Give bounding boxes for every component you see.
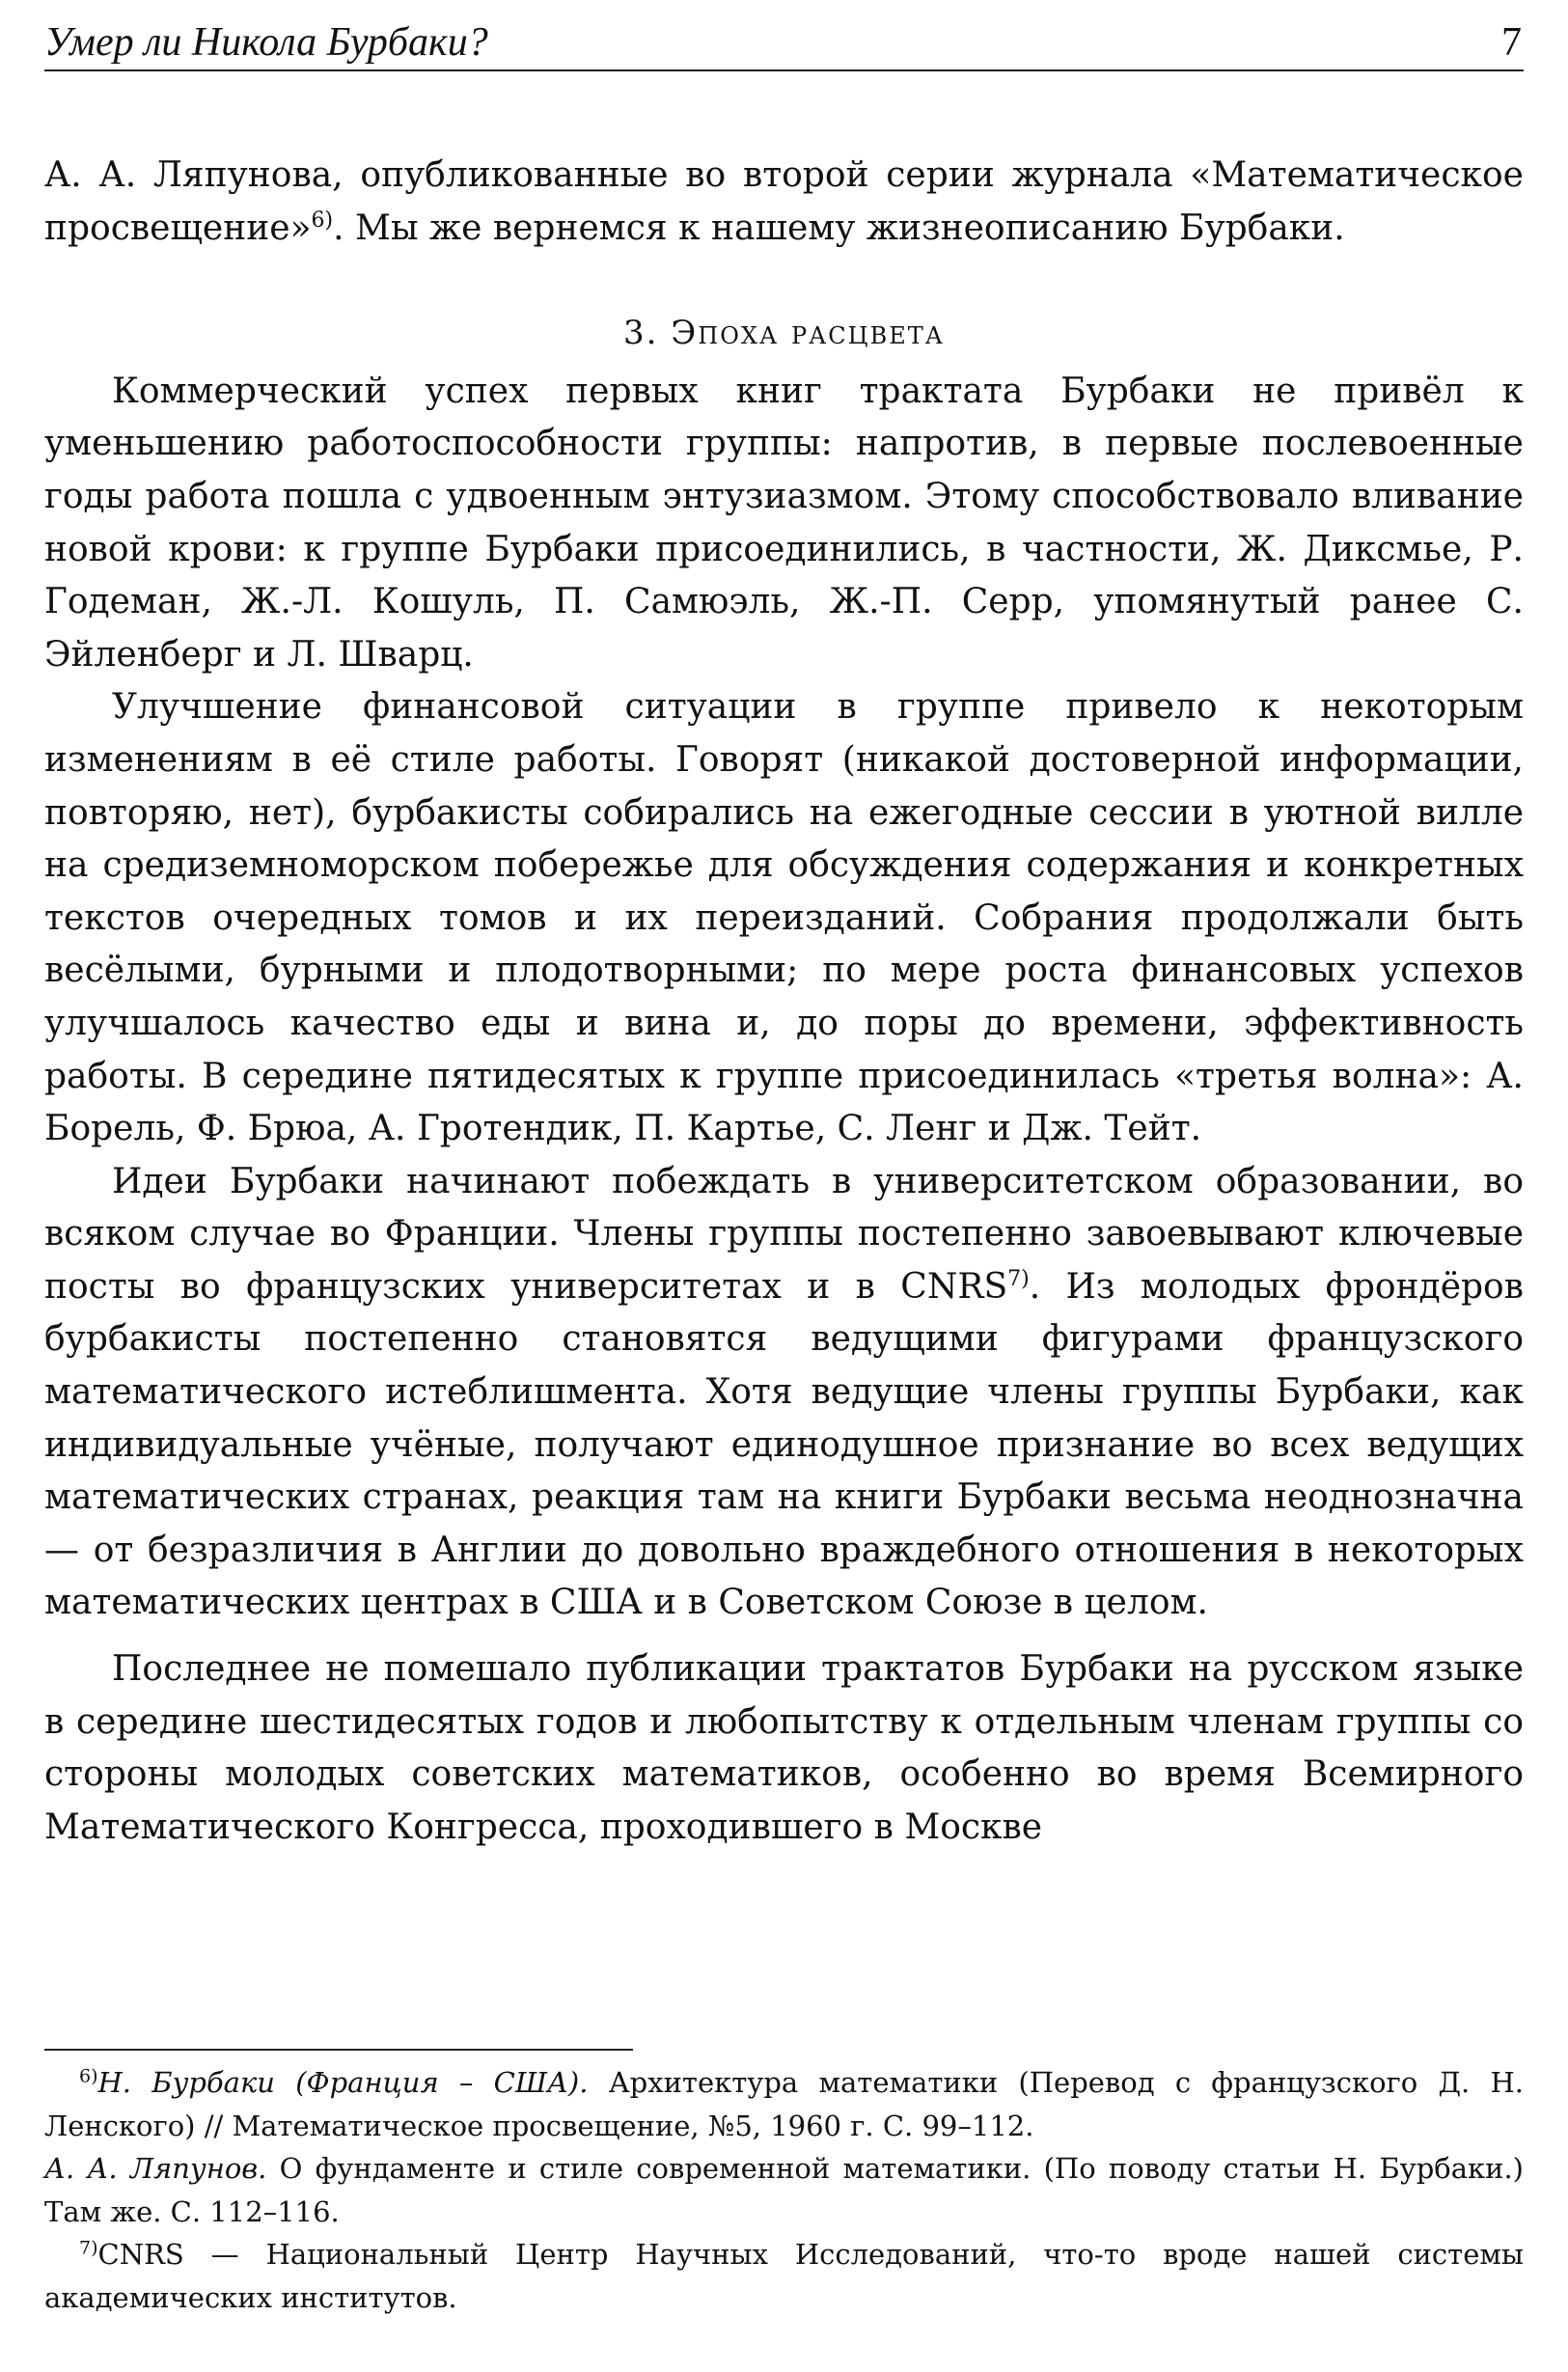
footnote-6 [44,2061,1524,2147]
footnote-rule [44,2049,633,2051]
footnotes [44,2061,1524,2319]
intro-tail: . Мы же вернемся к нашему жизнеописанию Бурбаки. [333,207,1345,248]
footnote-7-text: CNRS — Национальный Центр Научных Исследований, что-то вроде нашей системы академических институтов. [44,2238,1524,2314]
paragraph-2: Улучшение финансовой ситуации в группе привело к некоторым изменениям в её стиле работы. Говорят (никакой достоверной информации, повторяю, нет), бурбакисты собирались на ежегодные сессии в уютной вилле на средиземноморском побережье для обсуждения содержания и конкретных текстов очередных томов и их переизданий. Собрания продолжали быть весёлыми, бурными и плодотворными; по мере роста финансовых успехов улучшалось качество еды и вина и, до поры до времени, эффективность работы. В середине пятидесятых к группе присоединилась «третья волна»: А. Борель, Ф. Брюа, А. Гротендик, П. Картье, С. Ленг и Дж. Тейт. [44,687,1524,1149]
body-text [44,150,1524,1854]
footnote-7-mark: 7) [79,2237,98,2259]
footnote-6-text: Архитектура математики (Перевод с французского Д. Н. Ленского) // Математическое просвещение, №5, 1960 г. С. 99–112. [44,2066,1525,2142]
paragraph-3-part-b: . Из молодых фрондёров бурбакисты постепенно становятся ведущими фигурами французского математического истеблишмента. Хотя ведущие члены группы Бурбаки, как индивидуальные учёные, получают единодушное признание во всех ведущих математических странах, реакция там на книги Бурбаки весьма неоднозначна — от безразличия в Англии до довольно враждебного отношения в некоторых математических центрах в США и в Советском Союзе в целом. [44,1266,1524,1623]
section-heading: 3. Эпоха расцвета [623,314,945,353]
intro-paragraph [44,150,1524,255]
running-head [44,12,1524,71]
footnote-7 [44,2233,1524,2319]
footnote-mark-7: 7) [1007,1266,1030,1291]
footnote-mark-6: 6) [311,207,334,233]
paragraph-4: Последнее не помешало публикации трактатов Бурбаки на русском языке в середине шестидесятых годов и любопытству к отдельным членам группы со стороны молодых советских математиков, особенно во время Всемирного Математического Конгресса, проходившего в Москве [44,1649,1524,1847]
footnote-6b [44,2147,1524,2233]
running-title: Умер ли Никола Бурбаки? [44,20,488,65]
footnote-6b-text: О фундаменте и стиле современной математики. (По поводу статьи Н. Бурбаки.) Там же. С. 112–116. [44,2152,1524,2228]
page-number: 7 [1501,20,1522,65]
paragraph-3-part-a: Идеи Бурбаки начинают побеждать в университетском образовании, во всяком случае во Франции. Члены группы постепенно завоевывают ключевые посты во французских университетах и в CNRS [44,1161,1524,1307]
footnote-6-author: Н. Бурбаки (Франция – США). [97,2066,589,2099]
paragraph-3 [44,1156,1524,1630]
paragraph-1: Коммерческий успех первых книг трактата Бурбаки не привёл к уменьшению работоспособности группы: напротив, в первые послевоенные годы работа пошла с удвоенным энтузиазмом. Этому способствовало вливание новой крови: к группе Бурбаки присоединились, в частности, Ж. Диксмье, Р. Годеман, Ж.-Л. Кошуль, П. Самюэль, Ж.-П. Серр, упомянутый ранее С. Эйленберг и Л. Шварц. [44,371,1524,675]
footnote-6-mark: 6) [79,2065,98,2087]
footnote-6b-author: А. А. Ляпунов. [44,2152,267,2185]
intro-text: А. А. Ляпунова, опубликованные во второй серии журнала «Математическое просвещение» [44,155,1524,248]
